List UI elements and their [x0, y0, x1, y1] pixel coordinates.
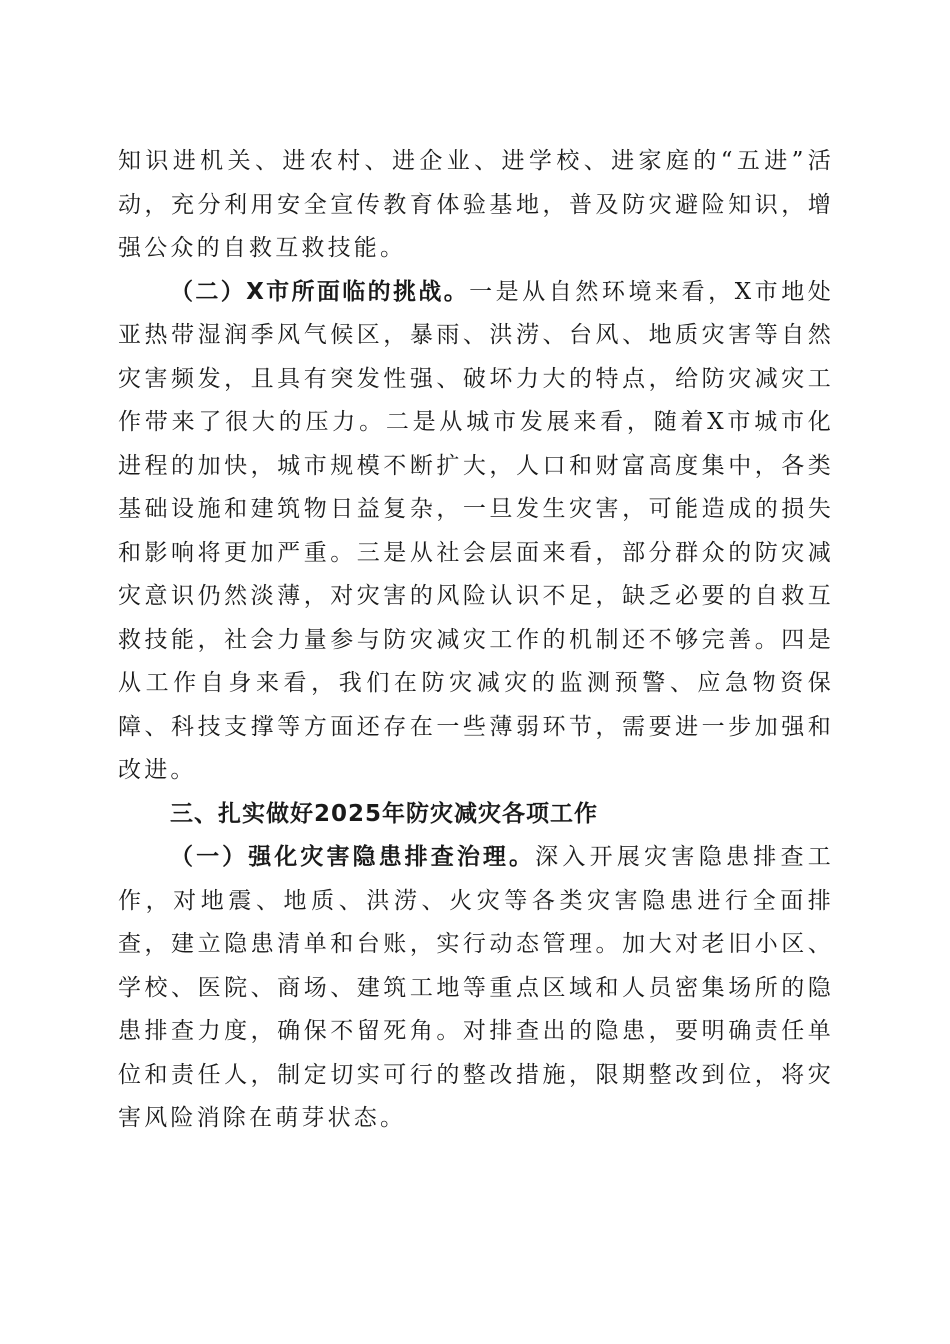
paragraph-hazard-screening-lead: （一）强化灾害隐患排查治理。 [170, 844, 536, 870]
section-heading-3: 三、扎实做好2025年防灾减灾各项工作 [170, 800, 599, 827]
paragraph-hazard-screening [118, 836, 834, 1141]
paragraph-challenges [118, 271, 834, 793]
document-page [118, 140, 834, 1141]
paragraph-challenges-body: 一是从自然环境来看，X市地处亚热带湿润季风气候区，暴雨、洪涝、台风、地质灾害等自然灾害频发，且具有突发性强、破坏力大的特点，给防灾减灾工作带来了很大的压力。二是从城市发展来看，随着X市城市化进程的加快，城市规模不断扩大，人口和财富高度集中，各类基础设施和建筑物日益复杂，一旦发生灾害，可能造成的损失和影响将更加严重。三是从社会层面来看，部分群众的防灾减灾意识仍然淡薄，对灾害的风险认识不足，缺乏必要的自救互救技能，社会力量参与防灾减灾工作的机制还不够完善。四是从工作自身来看，我们在防灾减灾的监测预警、应急物资保障、科技支撑等方面还存在一些薄弱环节，需要进一步加强和改进。 [118, 278, 834, 783]
paragraph-challenges-lead: （二）X市所面临的挑战。 [170, 278, 470, 305]
paragraph-hazard-screening-body: 深入开展灾害隐患排查工作，对地震、地质、洪涝、火灾等各类灾害隐患进行全面排查，建立隐患清单和台账，实行动态管理。加大对老旧小区、学校、医院、商场、建筑工地等重点区域和人员密集场所的隐患排查力度，确保不留死角。对排查出的隐患，要明确责任单位和责任人，制定切实可行的整改措施，限期整改到位，将灾害风险消除在萌芽状态。 [118, 844, 835, 1131]
paragraph-continuation: 知识进机关、进农村、进企业、进学校、进家庭的“五进”活动，充分利用安全宣传教育体验基地，普及防灾避险知识，增强公众的自救互救技能。 [118, 148, 834, 261]
